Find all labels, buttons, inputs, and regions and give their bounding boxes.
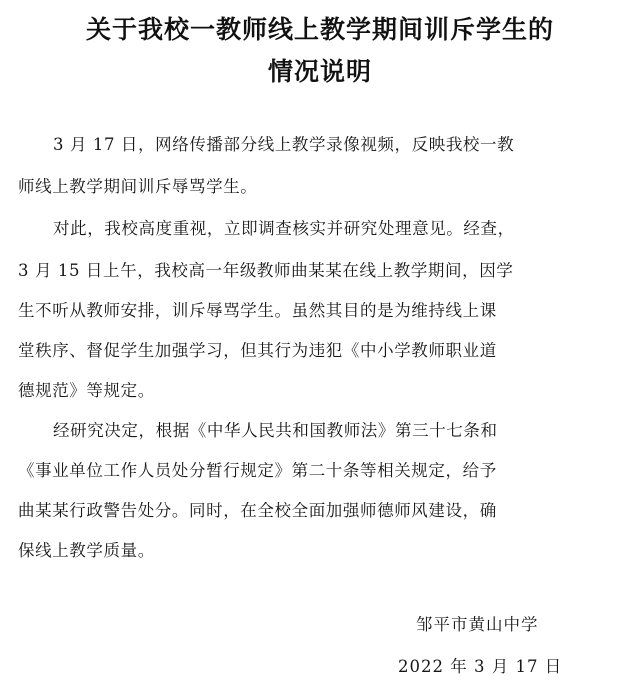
- signature-organization: 邹平市黄山中学: [416, 615, 539, 634]
- paragraph-2-line-3: 生不听从教师安排，训斥辱骂学生。虽然其目的是为维持线上课: [18, 301, 497, 320]
- paragraph-3-line-2: 《事业单位工作人员处分暂行规定》第二十条等相关规定，给予: [18, 461, 497, 480]
- paragraph-2-line-5: 德规范》等规定。: [18, 381, 155, 400]
- document-title-line-1: 关于我校一教师线上教学期间训斥学生的: [85, 15, 554, 44]
- paragraph-3-line-1: 经研究决定，根据《中华人民共和国教师法》第三十七条和: [53, 421, 498, 440]
- paragraph-2-line-1: 对此，我校高度重视，立即调查核实并研究处理意见。经查，: [53, 219, 515, 238]
- signature-date: 2022 年 3 月 17 日: [398, 657, 563, 676]
- paragraph-3-line-3: 曲某某行政警告处分。同时，在全校全面加强师德师风建设，确: [18, 501, 497, 520]
- document-title-line-2: 情况说明: [267, 57, 372, 86]
- paragraph-3-line-4: 保线上教学质量。: [18, 541, 155, 560]
- paragraph-2-line-2: 3 月 15 日上午，我校高一年级教师曲某某在线上教学期间，因学: [18, 261, 514, 280]
- paragraph-1-line-1: 3 月 17 日，网络传播部分线上教学录像视频，反映我校一教: [53, 135, 515, 154]
- paragraph-2-line-4: 堂秩序、督促学生加强学习，但其行为违犯《中小学教师职业道: [18, 341, 497, 360]
- paragraph-1-line-2: 师线上教学期间训斥辱骂学生。: [18, 177, 258, 196]
